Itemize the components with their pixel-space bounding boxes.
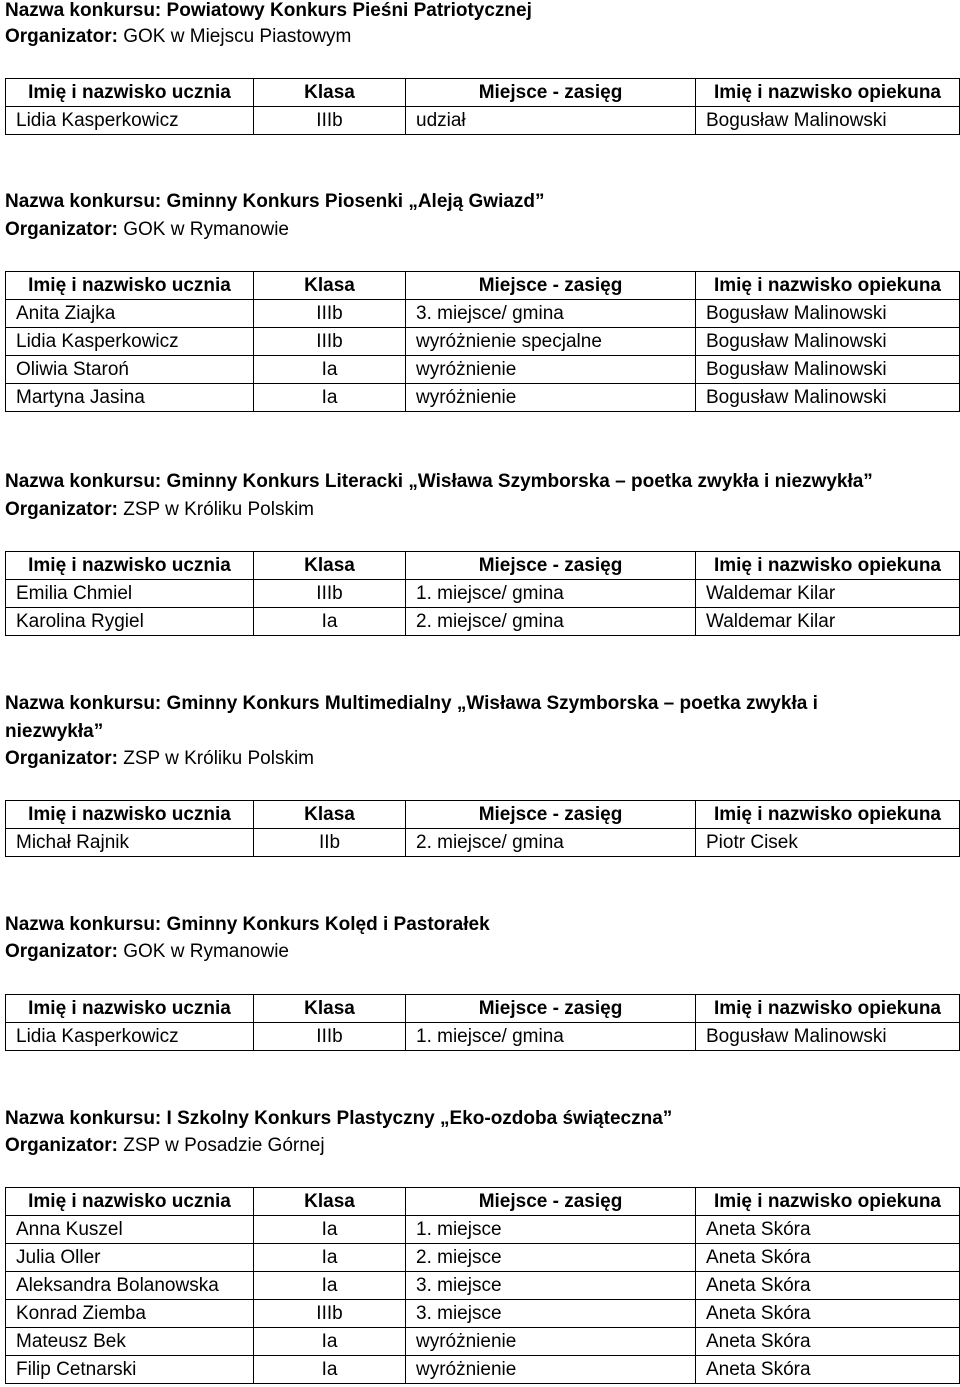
contest-title-continued: niezwykła”: [5, 721, 104, 742]
results-table: [5, 78, 960, 135]
contest-organizer: Organizator: GOK w Miejscu Piastowym: [5, 26, 352, 47]
cell-place: 1. miejsce: [406, 1216, 696, 1244]
header-student: Imię i nazwisko ucznia: [6, 1188, 254, 1216]
cell-place: 3. miejsce/ gmina: [406, 300, 696, 328]
cell-student: Karolina Rygiel: [6, 608, 254, 636]
header-class: Klasa: [254, 801, 406, 829]
table-row: [6, 1356, 960, 1384]
cell-tutor: Aneta Skóra: [696, 1216, 960, 1244]
cell-place: wyróżnienie: [406, 1356, 696, 1384]
cell-student: Lidia Kasperkowicz: [6, 1023, 254, 1051]
cell-class: Ia: [254, 608, 406, 636]
cell-student: Lidia Kasperkowicz: [6, 328, 254, 356]
table-row: [6, 300, 960, 328]
header-student: Imię i nazwisko ucznia: [6, 552, 254, 580]
cell-class: IIIb: [254, 328, 406, 356]
cell-tutor: Waldemar Kilar: [696, 608, 960, 636]
contest-title: Nazwa konkursu: I Szkolny Konkurs Plastyczny „Eko-ozdoba świąteczna”: [5, 1108, 673, 1129]
cell-student: Konrad Ziemba: [6, 1300, 254, 1328]
table-row: [6, 328, 960, 356]
results-table: [5, 1187, 960, 1384]
cell-tutor: Piotr Cisek: [696, 829, 960, 857]
cell-class: IIIb: [254, 107, 406, 135]
cell-class: Ia: [254, 1216, 406, 1244]
table-row: [6, 1328, 960, 1356]
header-tutor: Imię i nazwisko opiekuna: [696, 801, 960, 829]
header-place: Miejsce - zasięg: [406, 272, 696, 300]
cell-student: Anna Kuszel: [6, 1216, 254, 1244]
header-place: Miejsce - zasięg: [406, 995, 696, 1023]
table-row: [6, 107, 960, 135]
cell-class: Ia: [254, 1244, 406, 1272]
cell-place: udział: [406, 107, 696, 135]
contest-title: Nazwa konkursu: Gminny Konkurs Literacki „Wisława Szymborska – poetka zwykła i niezwykła”: [5, 471, 873, 492]
header-class: Klasa: [254, 1188, 406, 1216]
cell-class: Ia: [254, 384, 406, 412]
cell-student: Anita Ziajka: [6, 300, 254, 328]
results-table: [5, 994, 960, 1051]
cell-tutor: Bogusław Malinowski: [696, 356, 960, 384]
table-row: [6, 580, 960, 608]
cell-class: Ia: [254, 1356, 406, 1384]
cell-student: Oliwia Staroń: [6, 356, 254, 384]
cell-place: wyróżnienie: [406, 384, 696, 412]
table-header-row: [6, 79, 960, 107]
cell-class: IIIb: [254, 1023, 406, 1051]
results-table: [5, 551, 960, 636]
header-place: Miejsce - zasięg: [406, 1188, 696, 1216]
cell-student: Emilia Chmiel: [6, 580, 254, 608]
table-row: [6, 356, 960, 384]
cell-student: Michał Rajnik: [6, 829, 254, 857]
header-class: Klasa: [254, 272, 406, 300]
cell-tutor: Bogusław Malinowski: [696, 107, 960, 135]
header-student: Imię i nazwisko ucznia: [6, 79, 254, 107]
table-header-row: [6, 801, 960, 829]
results-table: [5, 800, 960, 857]
cell-tutor: Aneta Skóra: [696, 1356, 960, 1384]
cell-place: 3. miejsce: [406, 1272, 696, 1300]
cell-student: Lidia Kasperkowicz: [6, 107, 254, 135]
cell-tutor: Bogusław Malinowski: [696, 328, 960, 356]
table-header-row: [6, 1188, 960, 1216]
cell-place: 1. miejsce/ gmina: [406, 1023, 696, 1051]
table-row: [6, 384, 960, 412]
cell-place: 2. miejsce: [406, 1244, 696, 1272]
cell-tutor: Bogusław Malinowski: [696, 300, 960, 328]
cell-place: wyróżnienie specjalne: [406, 328, 696, 356]
table-row: [6, 1272, 960, 1300]
cell-class: Ia: [254, 356, 406, 384]
cell-class: IIb: [254, 829, 406, 857]
table-header-row: [6, 552, 960, 580]
header-class: Klasa: [254, 995, 406, 1023]
cell-tutor: Aneta Skóra: [696, 1272, 960, 1300]
header-class: Klasa: [254, 552, 406, 580]
cell-tutor: Aneta Skóra: [696, 1244, 960, 1272]
header-tutor: Imię i nazwisko opiekuna: [696, 1188, 960, 1216]
table-header-row: [6, 272, 960, 300]
cell-tutor: Bogusław Malinowski: [696, 1023, 960, 1051]
cell-student: Julia Oller: [6, 1244, 254, 1272]
header-student: Imię i nazwisko ucznia: [6, 995, 254, 1023]
contest-organizer: Organizator: ZSP w Króliku Polskim: [5, 499, 314, 520]
cell-place: 2. miejsce/ gmina: [406, 608, 696, 636]
cell-place: 2. miejsce/ gmina: [406, 829, 696, 857]
contest-organizer: Organizator: GOK w Rymanowie: [5, 219, 290, 240]
cell-student: Filip Cetnarski: [6, 1356, 254, 1384]
cell-class: Ia: [254, 1272, 406, 1300]
contest-organizer: Organizator: ZSP w Posadzie Górnej: [5, 1135, 325, 1156]
cell-class: IIIb: [254, 300, 406, 328]
cell-class: IIIb: [254, 1300, 406, 1328]
header-tutor: Imię i nazwisko opiekuna: [696, 995, 960, 1023]
contest-organizer: Organizator: ZSP w Króliku Polskim: [5, 748, 314, 769]
contest-title: Nazwa konkursu: Powiatowy Konkurs Pieśni Patriotycznej: [5, 0, 532, 21]
results-table: [5, 271, 960, 412]
cell-place: 1. miejsce/ gmina: [406, 580, 696, 608]
cell-place: wyróżnienie: [406, 1328, 696, 1356]
table-row: [6, 608, 960, 636]
cell-tutor: Aneta Skóra: [696, 1328, 960, 1356]
header-place: Miejsce - zasięg: [406, 552, 696, 580]
cell-place: wyróżnienie: [406, 356, 696, 384]
cell-student: Martyna Jasina: [6, 384, 254, 412]
contest-title: Nazwa konkursu: Gminny Konkurs Kolęd i Pastorałek: [5, 914, 490, 935]
header-tutor: Imię i nazwisko opiekuna: [696, 79, 960, 107]
header-place: Miejsce - zasięg: [406, 801, 696, 829]
header-place: Miejsce - zasięg: [406, 79, 696, 107]
header-student: Imię i nazwisko ucznia: [6, 272, 254, 300]
cell-place: 3. miejsce: [406, 1300, 696, 1328]
header-tutor: Imię i nazwisko opiekuna: [696, 552, 960, 580]
cell-tutor: Aneta Skóra: [696, 1300, 960, 1328]
cell-tutor: Bogusław Malinowski: [696, 384, 960, 412]
cell-class: Ia: [254, 1328, 406, 1356]
cell-class: IIIb: [254, 580, 406, 608]
cell-tutor: Waldemar Kilar: [696, 580, 960, 608]
header-tutor: Imię i nazwisko opiekuna: [696, 272, 960, 300]
contest-title: Nazwa konkursu: Gminny Konkurs Piosenki „Aleją Gwiazd”: [5, 191, 545, 212]
header-student: Imię i nazwisko ucznia: [6, 801, 254, 829]
table-row: [6, 1244, 960, 1272]
table-row: [6, 1216, 960, 1244]
table-row: [6, 1300, 960, 1328]
cell-student: Aleksandra Bolanowska: [6, 1272, 254, 1300]
cell-student: Mateusz Bek: [6, 1328, 254, 1356]
table-header-row: [6, 995, 960, 1023]
header-class: Klasa: [254, 79, 406, 107]
contest-organizer: Organizator: GOK w Rymanowie: [5, 941, 290, 962]
contest-title: Nazwa konkursu: Gminny Konkurs Multimedialny „Wisława Szymborska – poetka zwykła i: [5, 693, 818, 714]
table-row: [6, 829, 960, 857]
table-row: [6, 1023, 960, 1051]
